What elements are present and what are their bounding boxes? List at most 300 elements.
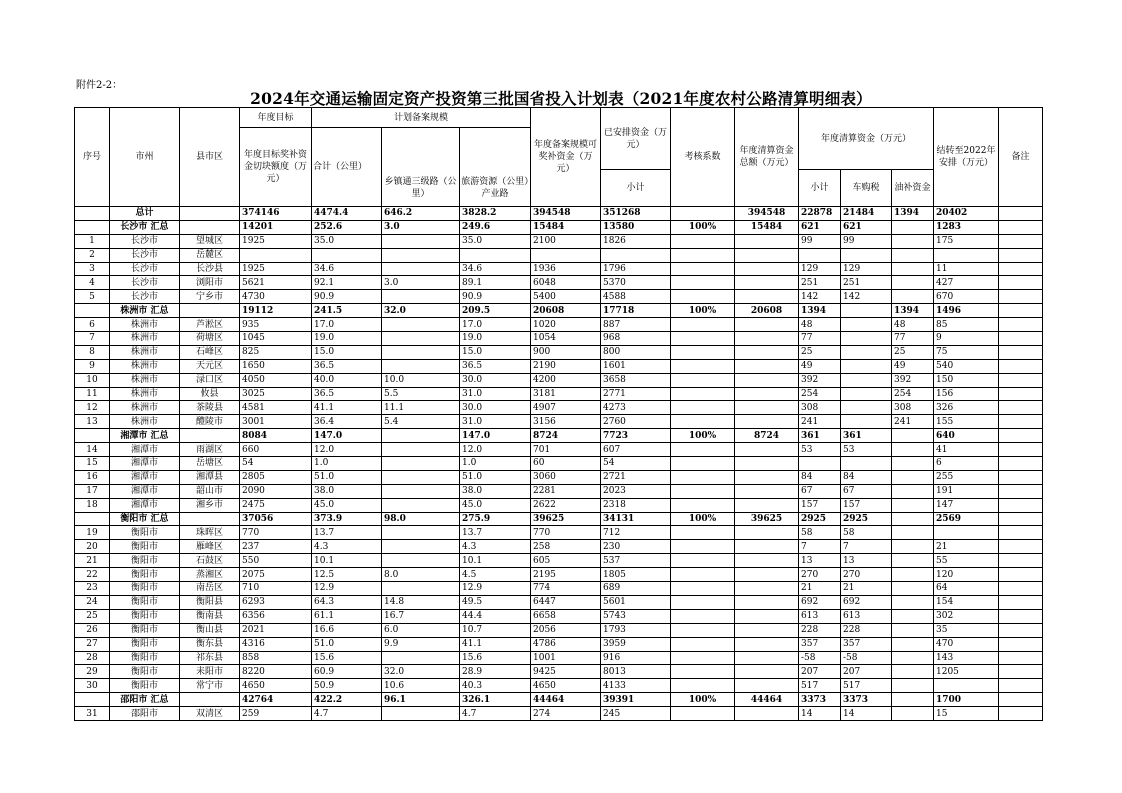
cell-fuel-subsidy: [892, 429, 934, 443]
table-row: [75, 234, 1043, 248]
cell-subsidy-scale: 2622: [531, 498, 601, 512]
header-clearing-subtotal: 小计: [799, 170, 841, 207]
header-subsidy-scale: 年度备案规模可奖补资金（万元）: [531, 108, 601, 207]
cell-vehicle-tax: [841, 318, 892, 332]
cell-target-subsidy: 2475: [240, 498, 312, 512]
cell-township-road: 11.1: [382, 401, 460, 415]
cell-total-km: 45.0: [312, 498, 382, 512]
cell-clearing-total: [735, 318, 799, 332]
cell-target-subsidy: 5621: [240, 276, 312, 290]
table-row: [75, 415, 1043, 429]
table-row: [75, 651, 1043, 665]
cell-clearing-subtotal: 77: [799, 332, 841, 346]
header-county: 县市区: [180, 108, 240, 207]
cell-seq: 26: [75, 623, 110, 637]
cell-remark: [999, 207, 1043, 221]
cell-fuel-subsidy: 308: [892, 401, 934, 415]
cell-total-km: 90.9: [312, 290, 382, 304]
table-row: [75, 345, 1043, 359]
cell-clearing-subtotal: 129: [799, 262, 841, 276]
cell-subsidy-scale: 60: [531, 457, 601, 471]
cell-target-subsidy: 1045: [240, 332, 312, 346]
cell-city: 株洲市: [110, 359, 180, 373]
cell-subsidy-scale: 44464: [531, 693, 601, 707]
cell-township-road: [382, 526, 460, 540]
cell-city: 湘潭市 汇总: [110, 429, 180, 443]
cell-remark: [999, 623, 1043, 637]
cell-coefficient: [671, 498, 735, 512]
cell-county: 南岳区: [180, 582, 240, 596]
cell-clearing-subtotal: 692: [799, 595, 841, 609]
table-row: [75, 373, 1043, 387]
cell-coefficient: 100%: [671, 512, 735, 526]
cell-fuel-subsidy: 392: [892, 373, 934, 387]
cell-clearing-total: [735, 345, 799, 359]
cell-total-km: 4.3: [312, 540, 382, 554]
cell-coefficient: [671, 470, 735, 484]
cell-carry-over: 155: [934, 415, 999, 429]
cell-carry-over: 1496: [934, 304, 999, 318]
cell-carry-over: 2569: [934, 512, 999, 526]
cell-fuel-subsidy: [892, 609, 934, 623]
cell-clearing-total: [735, 290, 799, 304]
header-clearing-total: 年度清算资金总额（万元）: [735, 108, 799, 207]
cell-fuel-subsidy: [892, 665, 934, 679]
cell-target-subsidy: 6293: [240, 595, 312, 609]
table-row: [75, 595, 1043, 609]
cell-clearing-subtotal: 14: [799, 707, 841, 721]
cell-township-road: [382, 318, 460, 332]
cell-township-road: 10.6: [382, 679, 460, 693]
cell-coefficient: [671, 234, 735, 248]
cell-arranged-subtotal: 2318: [601, 498, 671, 512]
cell-subsidy-scale: 701: [531, 443, 601, 457]
table-row: [75, 262, 1043, 276]
cell-county: 常宁市: [180, 679, 240, 693]
cell-total-km: 12.5: [312, 568, 382, 582]
cell-arranged-subtotal: 3959: [601, 637, 671, 651]
header-arranged-subtotal: 小计: [601, 170, 671, 207]
cell-city: 株洲市: [110, 318, 180, 332]
cell-city: 长沙市: [110, 276, 180, 290]
cell-clearing-subtotal: 84: [799, 470, 841, 484]
cell-target-subsidy: 4650: [240, 679, 312, 693]
table-row: [75, 248, 1043, 262]
cell-township-road: 3.0: [382, 220, 460, 234]
cell-total-km: 4.7: [312, 707, 382, 721]
cell-seq: 20: [75, 540, 110, 554]
cell-township-road: 32.0: [382, 304, 460, 318]
table-row: [75, 679, 1043, 693]
cell-clearing-total: 39625: [735, 512, 799, 526]
cell-city: 总计: [110, 207, 180, 221]
cell-target-subsidy: 4581: [240, 401, 312, 415]
cell-clearing-subtotal: 22878: [799, 207, 841, 221]
cell-target-subsidy: 2021: [240, 623, 312, 637]
cell-tourism-road: 30.0: [460, 401, 531, 415]
cell-arranged-subtotal: 2023: [601, 484, 671, 498]
cell-coefficient: [671, 332, 735, 346]
cell-remark: [999, 234, 1043, 248]
cell-remark: [999, 512, 1043, 526]
cell-coefficient: 100%: [671, 220, 735, 234]
cell-arranged-subtotal: 351268: [601, 207, 671, 221]
cell-target-subsidy: 8084: [240, 429, 312, 443]
cell-carry-over: 150: [934, 373, 999, 387]
cell-vehicle-tax: 14: [841, 707, 892, 721]
cell-coefficient: [671, 609, 735, 623]
cell-coefficient: [671, 290, 735, 304]
cell-remark: [999, 609, 1043, 623]
cell-tourism-road: 275.9: [460, 512, 531, 526]
cell-tourism-road: 31.0: [460, 415, 531, 429]
cell-remark: [999, 429, 1043, 443]
cell-coefficient: [671, 443, 735, 457]
cell-target-subsidy: 2075: [240, 568, 312, 582]
cell-remark: [999, 359, 1043, 373]
cell-carry-over: 120: [934, 568, 999, 582]
cell-vehicle-tax: 21: [841, 582, 892, 596]
cell-city: 衡阳市: [110, 651, 180, 665]
cell-target-subsidy: 858: [240, 651, 312, 665]
cell-fuel-subsidy: [892, 679, 934, 693]
cell-township-road: [382, 498, 460, 512]
cell-target-subsidy: 259: [240, 707, 312, 721]
cell-remark: [999, 345, 1043, 359]
clearing-table: [74, 107, 1043, 721]
cell-clearing-subtotal: 392: [799, 373, 841, 387]
cell-vehicle-tax: 270: [841, 568, 892, 582]
cell-clearing-total: [735, 665, 799, 679]
cell-subsidy-scale: 2281: [531, 484, 601, 498]
cell-target-subsidy: 3001: [240, 415, 312, 429]
cell-clearing-subtotal: 58: [799, 526, 841, 540]
cell-coefficient: [671, 318, 735, 332]
cell-vehicle-tax: -58: [841, 651, 892, 665]
cell-carry-over: 302: [934, 609, 999, 623]
cell-vehicle-tax: [841, 387, 892, 401]
cell-coefficient: [671, 207, 735, 221]
cell-carry-over: 9: [934, 332, 999, 346]
cell-arranged-subtotal: 4273: [601, 401, 671, 415]
cell-total-km: 10.1: [312, 554, 382, 568]
cell-target-subsidy: 4730: [240, 290, 312, 304]
cell-township-road: 646.2: [382, 207, 460, 221]
cell-total-km: 40.0: [312, 373, 382, 387]
cell-clearing-subtotal: 308: [799, 401, 841, 415]
cell-vehicle-tax: 621: [841, 220, 892, 234]
cell-fuel-subsidy: [892, 693, 934, 707]
cell-tourism-road: 13.7: [460, 526, 531, 540]
cell-seq: 15: [75, 457, 110, 471]
cell-county: 荷塘区: [180, 332, 240, 346]
cell-total-km: 1.0: [312, 457, 382, 471]
cell-clearing-total: [735, 526, 799, 540]
cell-arranged-subtotal: 4588: [601, 290, 671, 304]
cell-county: 石鼓区: [180, 554, 240, 568]
cell-coefficient: [671, 707, 735, 721]
cell-fuel-subsidy: [892, 540, 934, 554]
cell-vehicle-tax: [841, 304, 892, 318]
cell-vehicle-tax: 251: [841, 276, 892, 290]
cell-fuel-subsidy: [892, 554, 934, 568]
cell-arranged-subtotal: 968: [601, 332, 671, 346]
cell-seq: 25: [75, 609, 110, 623]
cell-clearing-total: [735, 276, 799, 290]
cell-clearing-subtotal: [799, 457, 841, 471]
table-row: [75, 387, 1043, 401]
cell-township-road: [382, 582, 460, 596]
cell-tourism-road: 30.0: [460, 373, 531, 387]
cell-county: 宁乡市: [180, 290, 240, 304]
cell-fuel-subsidy: [892, 234, 934, 248]
cell-arranged-subtotal: 5743: [601, 609, 671, 623]
cell-seq: 21: [75, 554, 110, 568]
cell-carry-over: 64: [934, 582, 999, 596]
cell-fuel-subsidy: 25: [892, 345, 934, 359]
cell-county: 茶陵县: [180, 401, 240, 415]
cell-vehicle-tax: 13: [841, 554, 892, 568]
cell-township-road: 3.0: [382, 276, 460, 290]
cell-township-road: 16.7: [382, 609, 460, 623]
cell-city: 长沙市: [110, 262, 180, 276]
cell-tourism-road: 90.9: [460, 290, 531, 304]
cell-seq: 16: [75, 470, 110, 484]
cell-seq: 5: [75, 290, 110, 304]
table-row: [75, 568, 1043, 582]
cell-subsidy-scale: 2100: [531, 234, 601, 248]
cell-clearing-total: [735, 470, 799, 484]
cell-vehicle-tax: 7: [841, 540, 892, 554]
cell-target-subsidy: 37056: [240, 512, 312, 526]
cell-county: 雨湖区: [180, 443, 240, 457]
header-township-road: 乡镇通三级路（公里）: [382, 170, 460, 207]
cell-fuel-subsidy: [892, 484, 934, 498]
cell-township-road: [382, 290, 460, 304]
cell-carry-over: 143: [934, 651, 999, 665]
header-carry-over: 结转至2022年安排（万元）: [934, 108, 999, 207]
cell-remark: [999, 540, 1043, 554]
header-seq: 序号: [75, 108, 110, 207]
table-row: [75, 498, 1043, 512]
cell-remark: [999, 498, 1043, 512]
cell-target-subsidy: 1925: [240, 262, 312, 276]
cell-coefficient: [671, 582, 735, 596]
cell-city: 衡阳市 汇总: [110, 512, 180, 526]
cell-carry-over: 427: [934, 276, 999, 290]
cell-target-subsidy: 8220: [240, 665, 312, 679]
cell-total-km: 36.5: [312, 359, 382, 373]
cell-tourism-road: 17.0: [460, 318, 531, 332]
cell-arranged-subtotal: 13580: [601, 220, 671, 234]
cell-tourism-road: 12.9: [460, 582, 531, 596]
cell-clearing-subtotal: 157: [799, 498, 841, 512]
cell-township-road: [382, 345, 460, 359]
cell-seq: [75, 429, 110, 443]
cell-fuel-subsidy: [892, 595, 934, 609]
cell-vehicle-tax: [841, 401, 892, 415]
cell-vehicle-tax: 228: [841, 623, 892, 637]
cell-coefficient: [671, 568, 735, 582]
cell-total-km: 373.9: [312, 512, 382, 526]
cell-tourism-road: 4.7: [460, 707, 531, 721]
cell-subsidy-scale: 394548: [531, 207, 601, 221]
table-row: [75, 623, 1043, 637]
cell-coefficient: [671, 651, 735, 665]
cell-carry-over: 175: [934, 234, 999, 248]
cell-city: 株洲市: [110, 415, 180, 429]
cell-total-km: 38.0: [312, 484, 382, 498]
cell-township-road: 32.0: [382, 665, 460, 679]
cell-remark: [999, 693, 1043, 707]
cell-fuel-subsidy: 254: [892, 387, 934, 401]
table-row: [75, 457, 1043, 471]
cell-subsidy-scale: 6447: [531, 595, 601, 609]
attachment-label: 附件2-2：: [76, 80, 123, 91]
cell-tourism-road: 19.0: [460, 332, 531, 346]
cell-seq: 3: [75, 262, 110, 276]
cell-remark: [999, 707, 1043, 721]
cell-target-subsidy: 550: [240, 554, 312, 568]
cell-remark: [999, 484, 1043, 498]
table-row: [75, 359, 1043, 373]
cell-tourism-road: 10.1: [460, 554, 531, 568]
cell-total-km: 41.1: [312, 401, 382, 415]
cell-county: 湘乡市: [180, 498, 240, 512]
cell-remark: [999, 457, 1043, 471]
table-row: [75, 443, 1043, 457]
cell-arranged-subtotal: 4133: [601, 679, 671, 693]
cell-tourism-road: 209.5: [460, 304, 531, 318]
cell-clearing-total: [735, 595, 799, 609]
cell-subsidy-scale: 1001: [531, 651, 601, 665]
cell-total-km: 13.7: [312, 526, 382, 540]
cell-coefficient: [671, 554, 735, 568]
cell-arranged-subtotal: 54: [601, 457, 671, 471]
cell-county: 衡南县: [180, 609, 240, 623]
cell-township-road: [382, 262, 460, 276]
header-annual-target: 年度目标: [240, 108, 312, 128]
cell-coefficient: [671, 373, 735, 387]
cell-county: [180, 429, 240, 443]
cell-remark: [999, 387, 1043, 401]
cell-subsidy-scale: 605: [531, 554, 601, 568]
cell-seq: 1: [75, 234, 110, 248]
cell-coefficient: [671, 526, 735, 540]
cell-target-subsidy: 4050: [240, 373, 312, 387]
cell-remark: [999, 568, 1043, 582]
cell-clearing-subtotal: 25: [799, 345, 841, 359]
cell-carry-over: 470: [934, 637, 999, 651]
table-row: [75, 401, 1043, 415]
cell-tourism-road: 12.0: [460, 443, 531, 457]
cell-clearing-subtotal: 613: [799, 609, 841, 623]
cell-county: [180, 693, 240, 707]
cell-tourism-road: [460, 248, 531, 262]
cell-county: 湘潭县: [180, 470, 240, 484]
cell-clearing-total: [735, 457, 799, 471]
cell-remark: [999, 637, 1043, 651]
cell-target-subsidy: 14201: [240, 220, 312, 234]
header-target-subsidy: 年度目标奖补资金切块额度（万元）: [240, 128, 312, 207]
cell-seq: [75, 207, 110, 221]
cell-city: 株洲市: [110, 387, 180, 401]
cell-county: 醴陵市: [180, 415, 240, 429]
cell-city: 株洲市: [110, 401, 180, 415]
header-remark: 备注: [999, 108, 1043, 207]
cell-clearing-total: [735, 234, 799, 248]
cell-county: 长沙县: [180, 262, 240, 276]
cell-clearing-total: [735, 707, 799, 721]
cell-total-km: 241.5: [312, 304, 382, 318]
cell-tourism-road: 28.9: [460, 665, 531, 679]
cell-carry-over: 11: [934, 262, 999, 276]
cell-total-km: 61.1: [312, 609, 382, 623]
cell-remark: [999, 415, 1043, 429]
cell-township-road: [382, 332, 460, 346]
cell-arranged-subtotal: 245: [601, 707, 671, 721]
cell-subsidy-scale: 3156: [531, 415, 601, 429]
summary-row: [75, 429, 1043, 443]
cell-vehicle-tax: [841, 248, 892, 262]
cell-subsidy-scale: 39625: [531, 512, 601, 526]
cell-tourism-road: 326.1: [460, 693, 531, 707]
cell-coefficient: [671, 345, 735, 359]
cell-vehicle-tax: 58: [841, 526, 892, 540]
cell-carry-over: 35: [934, 623, 999, 637]
cell-arranged-subtotal: 39391: [601, 693, 671, 707]
cell-clearing-total: [735, 443, 799, 457]
cell-arranged-subtotal: [601, 248, 671, 262]
cell-target-subsidy: 710: [240, 582, 312, 596]
cell-remark: [999, 443, 1043, 457]
cell-remark: [999, 526, 1043, 540]
cell-city: 湘潭市: [110, 498, 180, 512]
cell-clearing-total: [735, 609, 799, 623]
cell-coefficient: [671, 387, 735, 401]
cell-target-subsidy: 935: [240, 318, 312, 332]
cell-city: 衡阳市: [110, 609, 180, 623]
cell-clearing-total: [735, 415, 799, 429]
cell-township-road: 96.1: [382, 693, 460, 707]
header-vehicle-tax: 车购税: [841, 170, 892, 207]
cell-city: 衡阳市: [110, 582, 180, 596]
cell-clearing-total: [735, 498, 799, 512]
cell-vehicle-tax: 613: [841, 609, 892, 623]
cell-vehicle-tax: [841, 332, 892, 346]
cell-target-subsidy: 4316: [240, 637, 312, 651]
cell-fuel-subsidy: 241: [892, 415, 934, 429]
cell-seq: 10: [75, 373, 110, 387]
cell-fuel-subsidy: [892, 512, 934, 526]
cell-county: 浏阳市: [180, 276, 240, 290]
cell-total-km: 422.2: [312, 693, 382, 707]
cell-seq: 29: [75, 665, 110, 679]
cell-arranged-subtotal: 3658: [601, 373, 671, 387]
cell-seq: 2: [75, 248, 110, 262]
cell-vehicle-tax: 517: [841, 679, 892, 693]
cell-arranged-subtotal: 34131: [601, 512, 671, 526]
cell-total-km: [312, 248, 382, 262]
cell-carry-over: 1205: [934, 665, 999, 679]
cell-seq: 4: [75, 276, 110, 290]
cell-seq: [75, 693, 110, 707]
cell-township-road: [382, 651, 460, 665]
cell-clearing-subtotal: 49: [799, 359, 841, 373]
cell-subsidy-scale: 4907: [531, 401, 601, 415]
cell-total-km: 36.4: [312, 415, 382, 429]
cell-subsidy-scale: 2190: [531, 359, 601, 373]
